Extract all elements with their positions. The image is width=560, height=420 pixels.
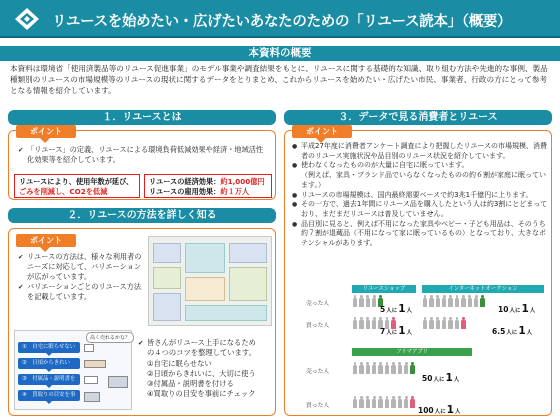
overview-heading: 本資料の概要 — [0, 46, 560, 61]
tip-item: ④買取りの目安を事前にチェック — [147, 389, 256, 399]
person-icon — [460, 317, 466, 329]
section3-point-label: ポイント — [292, 125, 352, 138]
overview-text: 本資料は環境省「使用済製品等のリユース促進事業」のモデル事業や調査結果をもとに、リユースに関する基礎的な知識、取り組む方法や先進的な事例、製品種類別のリユースの市場規模等のリユースの現状に関するデータをとりまとめ、これからリユースを始めたい・広げたい市民、事業者、行政の方にとって参考となる情報を紹介しています。 — [10, 64, 548, 96]
row-label-sell: 売った人 — [306, 369, 330, 375]
person-icon — [358, 317, 364, 329]
row-label-sell: 売った人 — [306, 301, 330, 307]
balloon-text: 高く売れるかな？ — [86, 332, 134, 343]
thumb-panel — [185, 243, 225, 273]
person-icon — [358, 295, 364, 307]
thumb-panel — [153, 293, 181, 321]
person-icon — [365, 295, 371, 307]
person-icon — [422, 295, 428, 307]
thumb-panel — [153, 267, 181, 289]
section2-bullet-list — [18, 252, 142, 302]
tip-step: ① 自宅に眠らせない — [18, 342, 80, 353]
person-icon — [352, 295, 358, 307]
tip-item: ①自宅に眠らせない — [147, 358, 212, 368]
person-icon — [365, 362, 371, 374]
person-icon — [378, 396, 384, 408]
person-icon — [365, 396, 371, 408]
person-icon — [448, 295, 454, 307]
person-icon — [397, 396, 403, 408]
section3-bullet: ● 品目別に見ると、例えば不用になった家具やベビー・子ども用品は、そのうち約７割が退蔵品（不用になって家に眠っているもの）となっており、大きなポテンシャルがあります。 — [292, 220, 548, 249]
count-flea-sell: 50人に1人 — [422, 372, 460, 384]
person-icon — [454, 317, 460, 329]
person-icon — [473, 295, 479, 307]
economic-effect-label: リユースの経済効果： — [149, 177, 221, 186]
tip-icon-box — [84, 392, 100, 402]
tip-step: ③ 付属品・説明書を — [18, 374, 80, 385]
tip-icon-box — [84, 376, 98, 384]
person-icon — [403, 362, 409, 374]
section3-bullet: ● 平成27年度に消費者アンケート調査により把握したリユースの市場規模、消費者のリユース実施状況や品目別のリユース状況を紹介しています。 — [292, 142, 548, 161]
person-icon — [371, 362, 377, 374]
method-diagram-thumbnail — [148, 236, 272, 326]
section1-bullet-list — [18, 145, 270, 165]
tips-intro-2: の４つのコツを整理しています。 — [147, 348, 256, 358]
tips-intro: ✔ 皆さんがリユース上手になるため — [138, 338, 256, 347]
person-icon — [403, 396, 409, 408]
thumb-panel — [185, 305, 267, 321]
person-icon — [467, 295, 473, 307]
tip-step: ② 日頃からきれい — [18, 358, 80, 369]
person-icon — [352, 317, 358, 329]
person-icon — [358, 362, 364, 374]
count-auction-buy: 6.5人に1人 — [492, 325, 533, 337]
section3-heading: ３．データで見る消費者とリユース — [284, 110, 552, 125]
page-title: リユースを始めたい・広げたいあなたのための「リユース読本」（概要） — [52, 14, 512, 30]
figures-auction-buy — [422, 317, 466, 329]
section3-bullet-list — [292, 142, 548, 249]
count-shop-sell: 5人に1人 — [380, 303, 413, 315]
person-icon — [365, 317, 371, 329]
section1-point-label: ポイント — [16, 125, 76, 138]
tip-icon-box — [108, 376, 128, 388]
section1-effect-box — [14, 174, 140, 198]
person-icon — [454, 295, 460, 307]
tips-list — [138, 338, 274, 400]
section1-economic-box — [144, 174, 272, 198]
person-icon — [378, 362, 384, 374]
person-icon — [352, 362, 358, 374]
person-icon — [435, 317, 441, 329]
tip-item: ②日頃からきれいに、大切に使う — [147, 368, 256, 378]
person-icon — [448, 317, 454, 329]
person-icon — [460, 295, 466, 307]
section2-bullet: ✔ バリエーションごとのリユース方法を記載しています。 — [18, 282, 142, 302]
economic-effect-value: 約1,000億円 — [220, 177, 265, 186]
figures-flea-buy — [352, 396, 416, 408]
figures-flea-sell — [352, 362, 416, 374]
count-auction-sell: 10人に1人 — [498, 303, 536, 315]
count-flea-buy: 100人に1人 — [418, 404, 461, 416]
section3-bullet-sub: （例えば、家具・ブランド品でいらなくなったものの約６割が家庭に眠っています。） — [301, 171, 546, 189]
person-icon — [358, 396, 364, 408]
tip-icon-box — [84, 360, 106, 368]
category-label-auction: インターネットオークション — [422, 285, 544, 293]
section3-bullet: ● リユースの市場規模は、国内最終需要ベースで約3兆1千億円に上ります。 — [292, 191, 548, 201]
person-icon — [410, 396, 416, 408]
figures-shop-sell — [352, 295, 384, 307]
thumb-panel — [229, 243, 267, 263]
tip-item: ③付属品・説明書を付ける — [147, 379, 234, 389]
row-label-buy: 買った人 — [306, 323, 330, 329]
effect-line-1: リユースにより、使用年数が延び、 — [19, 177, 134, 186]
person-icon — [441, 295, 447, 307]
section3-bullet: ● その一方で、過去1年間にリユース品を購入したという人は約3割にとどまっており、まだまだリユースは普及していません。 — [292, 200, 548, 219]
person-icon — [410, 362, 416, 374]
person-icon — [428, 295, 434, 307]
person-icon — [371, 295, 377, 307]
figures-auction-sell — [422, 295, 486, 307]
thumb-panel — [185, 277, 225, 301]
thumb-panel — [229, 267, 267, 301]
section3-bullet: ● 使わなくなったもののが大量に自宅に眠っています。 — [292, 161, 548, 171]
person-icon — [384, 362, 390, 374]
person-icon — [371, 396, 377, 408]
person-icon — [352, 396, 358, 408]
person-icon — [397, 362, 403, 374]
person-icon — [422, 317, 428, 329]
section1-heading: １．リユースとは — [8, 110, 276, 125]
category-label-flea: フリマアプリ — [352, 348, 472, 356]
person-icon — [384, 396, 390, 408]
header-bar — [0, 0, 560, 38]
environment-ministry-logo — [12, 5, 42, 33]
row-label-buy: 買った人 — [306, 403, 330, 409]
person-icon — [435, 295, 441, 307]
category-label-shop: リユースショップ — [352, 285, 416, 293]
person-icon — [390, 362, 396, 374]
person-icon — [390, 396, 396, 408]
tip-icon-box — [84, 344, 94, 352]
person-icon — [441, 317, 447, 329]
section2-bullet: ✔ リユースの方法は、様々な利用者のニーズに対応して、バリエーションが広がっています。 — [18, 252, 142, 282]
tip-step: ④ 買取りの目安を事前にチェック — [18, 390, 80, 401]
section2-heading: ２．リユースの方法を詳しく知る — [8, 208, 276, 223]
employment-effect-label: リユースの雇用効果： — [149, 187, 221, 196]
person-icon — [371, 317, 377, 329]
person-icon — [428, 317, 434, 329]
effect-line-2: ごみを削減し、CO2を低減 — [19, 187, 108, 196]
section1-bullet: ✔ 「リユース」の定義、リユースによる環境負荷低減効果や経済・地域活性化効果等を紹介しています。 — [18, 145, 270, 165]
thumb-panel — [153, 243, 181, 263]
count-shop-buy: 7人に1人 — [380, 325, 413, 337]
person-icon — [480, 295, 486, 307]
employment-effect-value: 約１万人 — [220, 187, 250, 196]
section2-point-label: ポイント — [16, 234, 76, 247]
